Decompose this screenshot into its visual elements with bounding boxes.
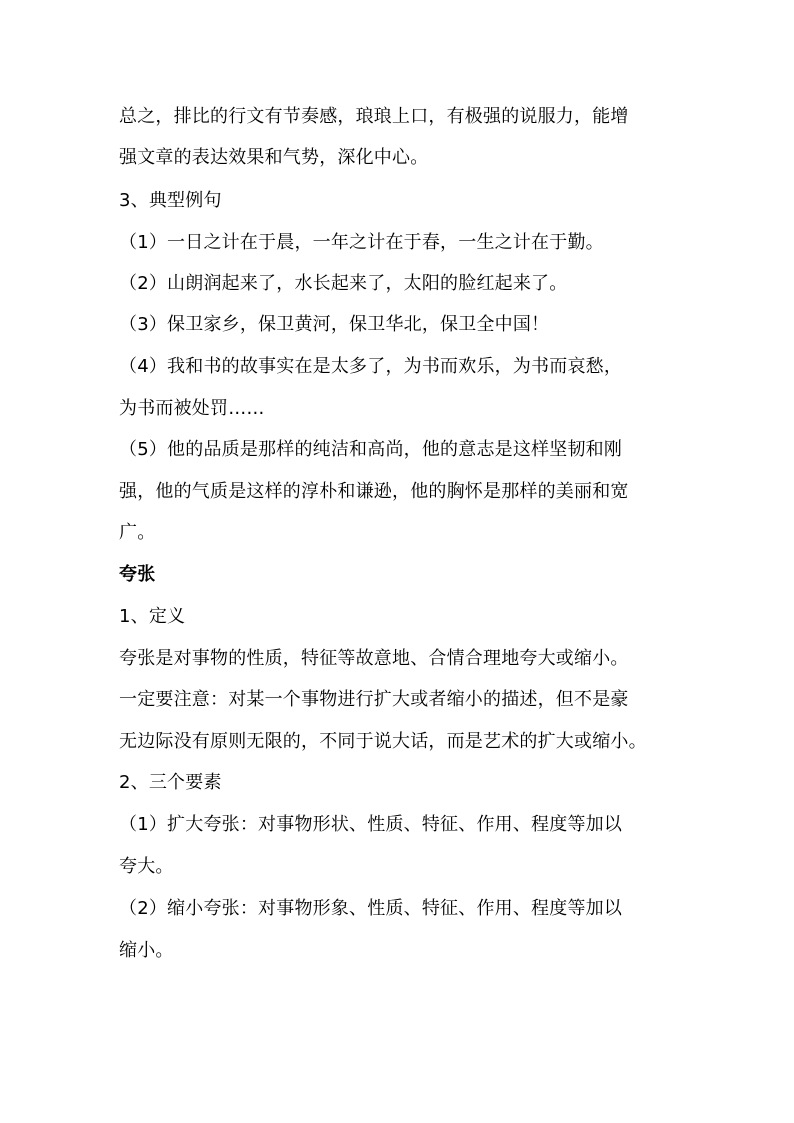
- element-item-2: （2）缩小夸张：对事物形象、性质、特征、作用、程度等加以: [119, 898, 623, 919]
- paragraph-line: 强文章的表达效果和气势，深化中心。: [119, 147, 429, 168]
- element-item-1: （1）扩大夸张：对事物形状、性质、特征、作用、程度等加以: [119, 814, 623, 835]
- element-item-1-cont: 夸大。: [119, 856, 174, 877]
- example-sentence-5-end: 广。: [119, 522, 156, 543]
- example-sentence-1: （1）一日之计在于晨，一年之计在于春，一生之计在于勤。: [119, 232, 604, 253]
- definition-note-cont: 无边际没有原则无限的，不同于说大话，而是艺术的扩大或缩小。: [119, 731, 647, 752]
- section-heading-elements: 2、三个要素: [119, 772, 222, 793]
- section-heading-definition: 1、定义: [119, 606, 186, 627]
- example-sentence-5-cont: 强，他的气质是这样的淳朴和谦逊，他的胸怀是那样的美丽和宽: [119, 481, 629, 502]
- example-sentence-4-cont: 为书而被处罚……: [119, 398, 265, 419]
- example-sentence-4: （4）我和书的故事实在是太多了，为书而欢乐，为书而哀愁，: [119, 356, 623, 377]
- section-heading-examples: 3、典型例句: [119, 190, 222, 211]
- section-title-hyperbole: 夸张: [119, 564, 156, 585]
- example-sentence-3: （3）保卫家乡，保卫黄河，保卫华北，保卫全中国！: [119, 314, 550, 335]
- paragraph-line: 总之，排比的行文有节奏感，琅琅上口，有极强的说服力，能增: [119, 106, 629, 127]
- example-sentence-5: （5）他的品质是那样的纯洁和高尚，他的意志是这样坚韧和刚: [119, 439, 623, 460]
- element-item-2-cont: 缩小。: [119, 940, 174, 961]
- definition-note-line: 一定要注意：对某一个事物进行扩大或者缩小的描述，但不是豪: [119, 689, 629, 710]
- example-sentence-2: （2）山朗润起来了，水长起来了，太阳的脸红起来了。: [119, 273, 568, 294]
- definition-line: 夸张是对事物的性质，特征等故意地、合情合理地夸大或缩小。: [119, 648, 629, 669]
